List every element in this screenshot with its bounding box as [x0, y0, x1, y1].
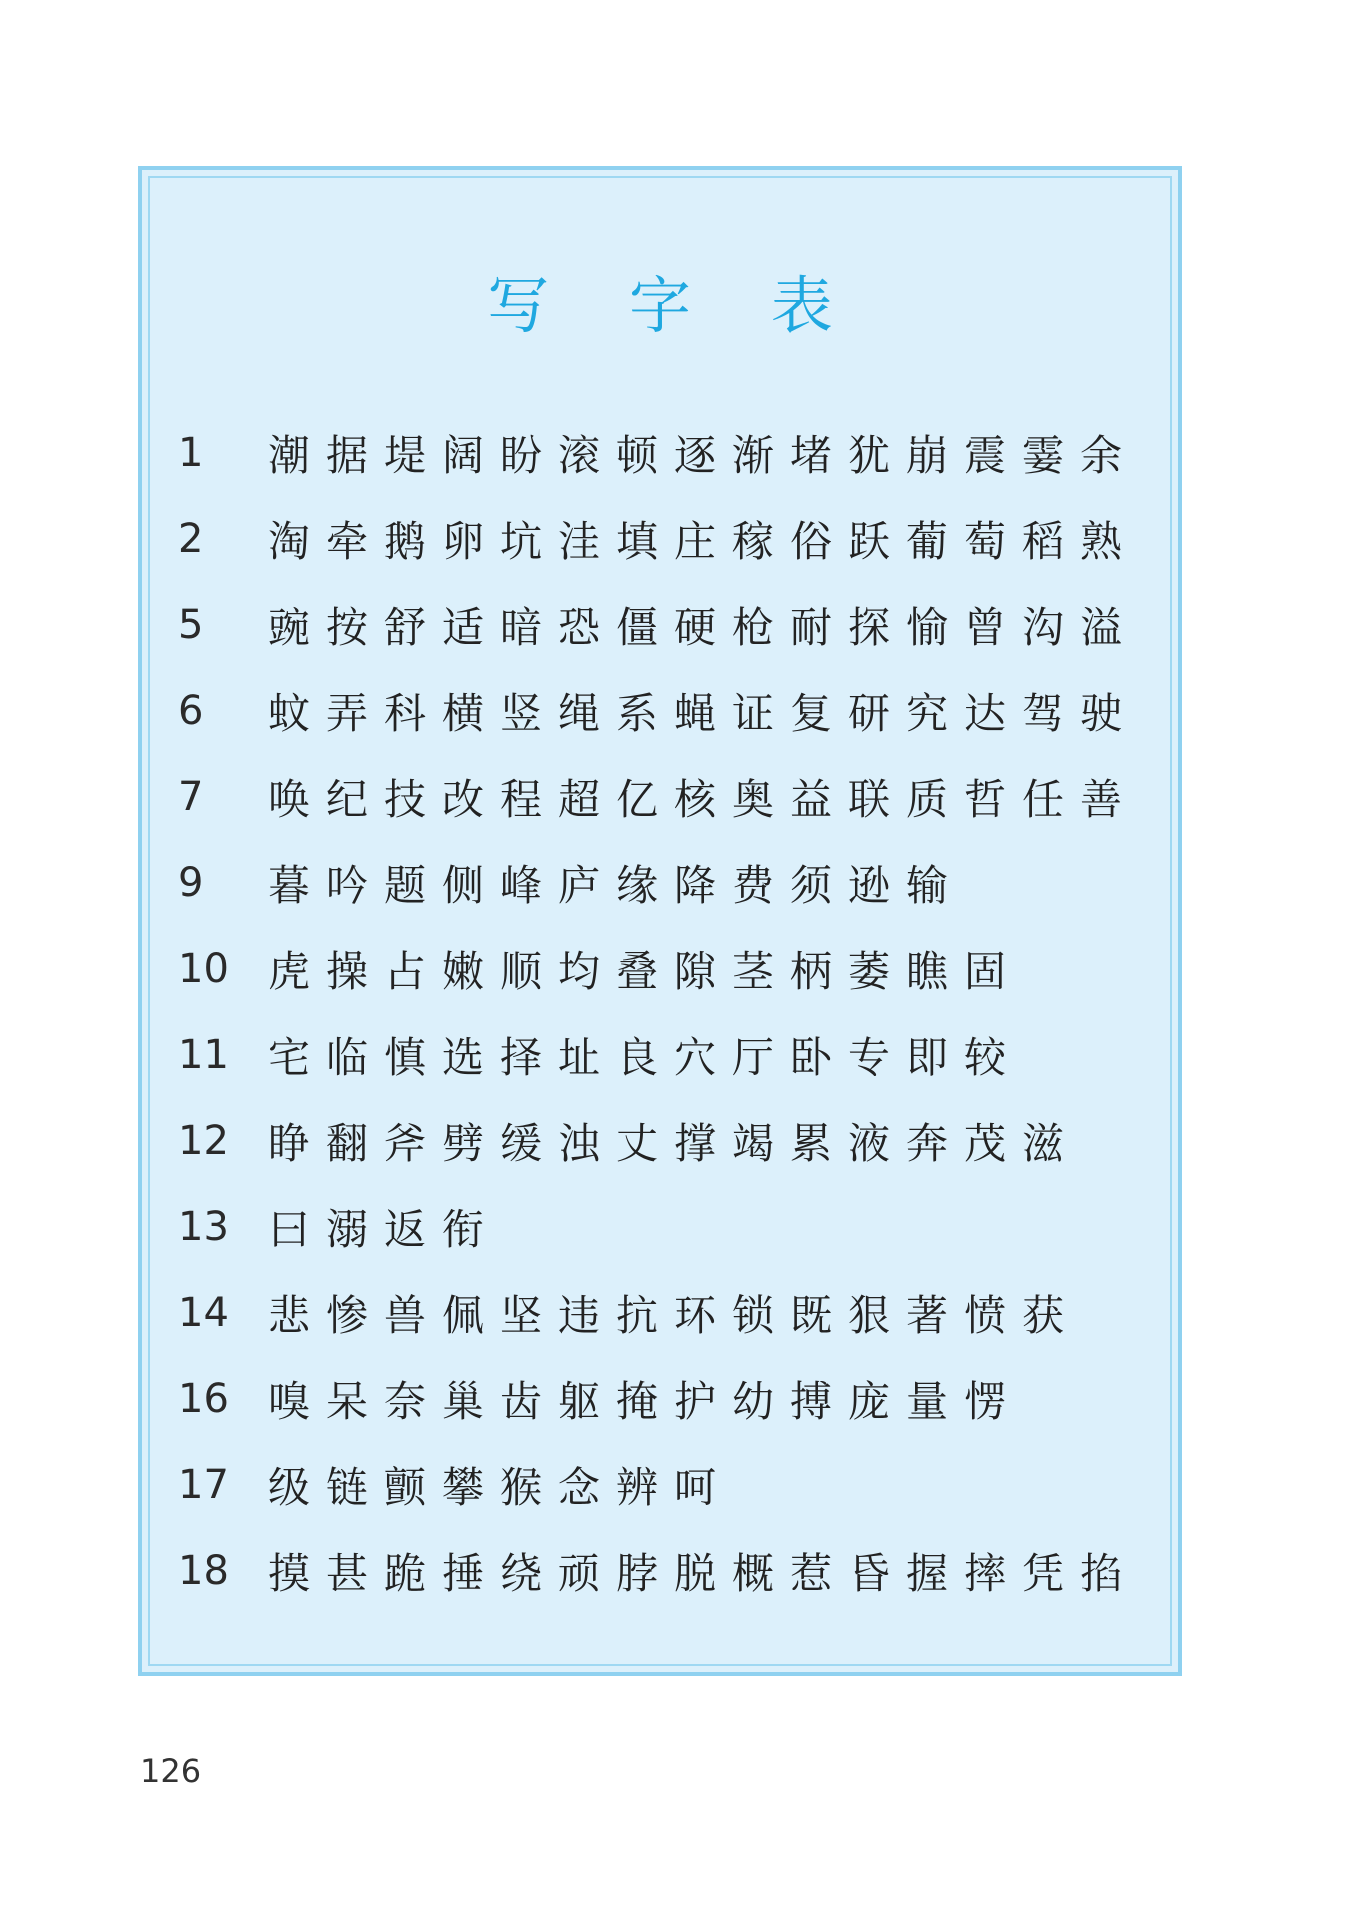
character-list: 唤纪技改程超亿核奥益联质哲任善 [268, 775, 1139, 824]
table-row [142, 1356, 1178, 1442]
table-row [142, 926, 1178, 1012]
character-list: 虎操占嫩顺均叠隙茎柄萎瞧固 [268, 947, 1023, 996]
table-row [142, 1442, 1178, 1528]
character-list: 蚊弄科横竖绳系蝇证复研究达驾驶 [268, 689, 1139, 738]
lesson-number: 16 [178, 1376, 229, 1422]
table-row [142, 1270, 1178, 1356]
lesson-number: 5 [178, 602, 204, 648]
page-title: 写 字 表 [487, 269, 863, 342]
lesson-number: 14 [178, 1290, 229, 1336]
character-list: 摸甚跪捶绕顽脖脱概惹昏握摔凭掐 [268, 1549, 1139, 1598]
table-row [142, 496, 1178, 582]
character-list: 淘牵鹅卵坑洼填庄稼俗跃葡萄稻熟 [268, 517, 1139, 566]
lesson-number: 12 [178, 1118, 229, 1164]
table-row [142, 754, 1178, 840]
character-list: 曰溺返衔 [268, 1205, 501, 1254]
word-table-frame [138, 166, 1182, 1676]
character-list: 暮吟题侧峰庐缘降费须逊输 [268, 861, 965, 910]
lesson-number: 1 [178, 430, 204, 476]
page-number: 126 [140, 1752, 202, 1790]
table-row [142, 1528, 1178, 1614]
table-row [142, 1012, 1178, 1098]
lesson-number: 18 [178, 1548, 229, 1594]
character-list: 级链颤攀猴念辨呵 [268, 1463, 733, 1512]
character-list: 豌按舒适暗恐僵硬枪耐探愉曾沟溢 [268, 603, 1139, 652]
character-list: 宅临慎选择址良穴厅卧专即较 [268, 1033, 1023, 1082]
table-row [142, 582, 1178, 668]
lesson-number: 6 [178, 688, 204, 734]
table-row [142, 1184, 1178, 1270]
lesson-number: 9 [178, 860, 204, 906]
lesson-number: 13 [178, 1204, 229, 1250]
table-row [142, 410, 1178, 496]
table-row [142, 668, 1178, 754]
lesson-number: 17 [178, 1462, 229, 1508]
table-row [142, 1098, 1178, 1184]
character-list: 嗅呆奈巢齿躯掩护幼搏庞量愣 [268, 1377, 1023, 1426]
character-list: 潮据堤阔盼滚顿逐渐堵犹崩震霎余 [268, 431, 1139, 480]
lesson-number: 11 [178, 1032, 229, 1078]
lesson-number: 2 [178, 516, 204, 562]
lesson-number: 7 [178, 774, 204, 820]
character-list: 悲惨兽佩坚违抗环锁既狠著愤获 [268, 1291, 1081, 1340]
character-list: 睁翻斧劈缓浊丈撑竭累液奔茂滋 [268, 1119, 1081, 1168]
lesson-number: 10 [178, 946, 229, 992]
table-row [142, 840, 1178, 926]
